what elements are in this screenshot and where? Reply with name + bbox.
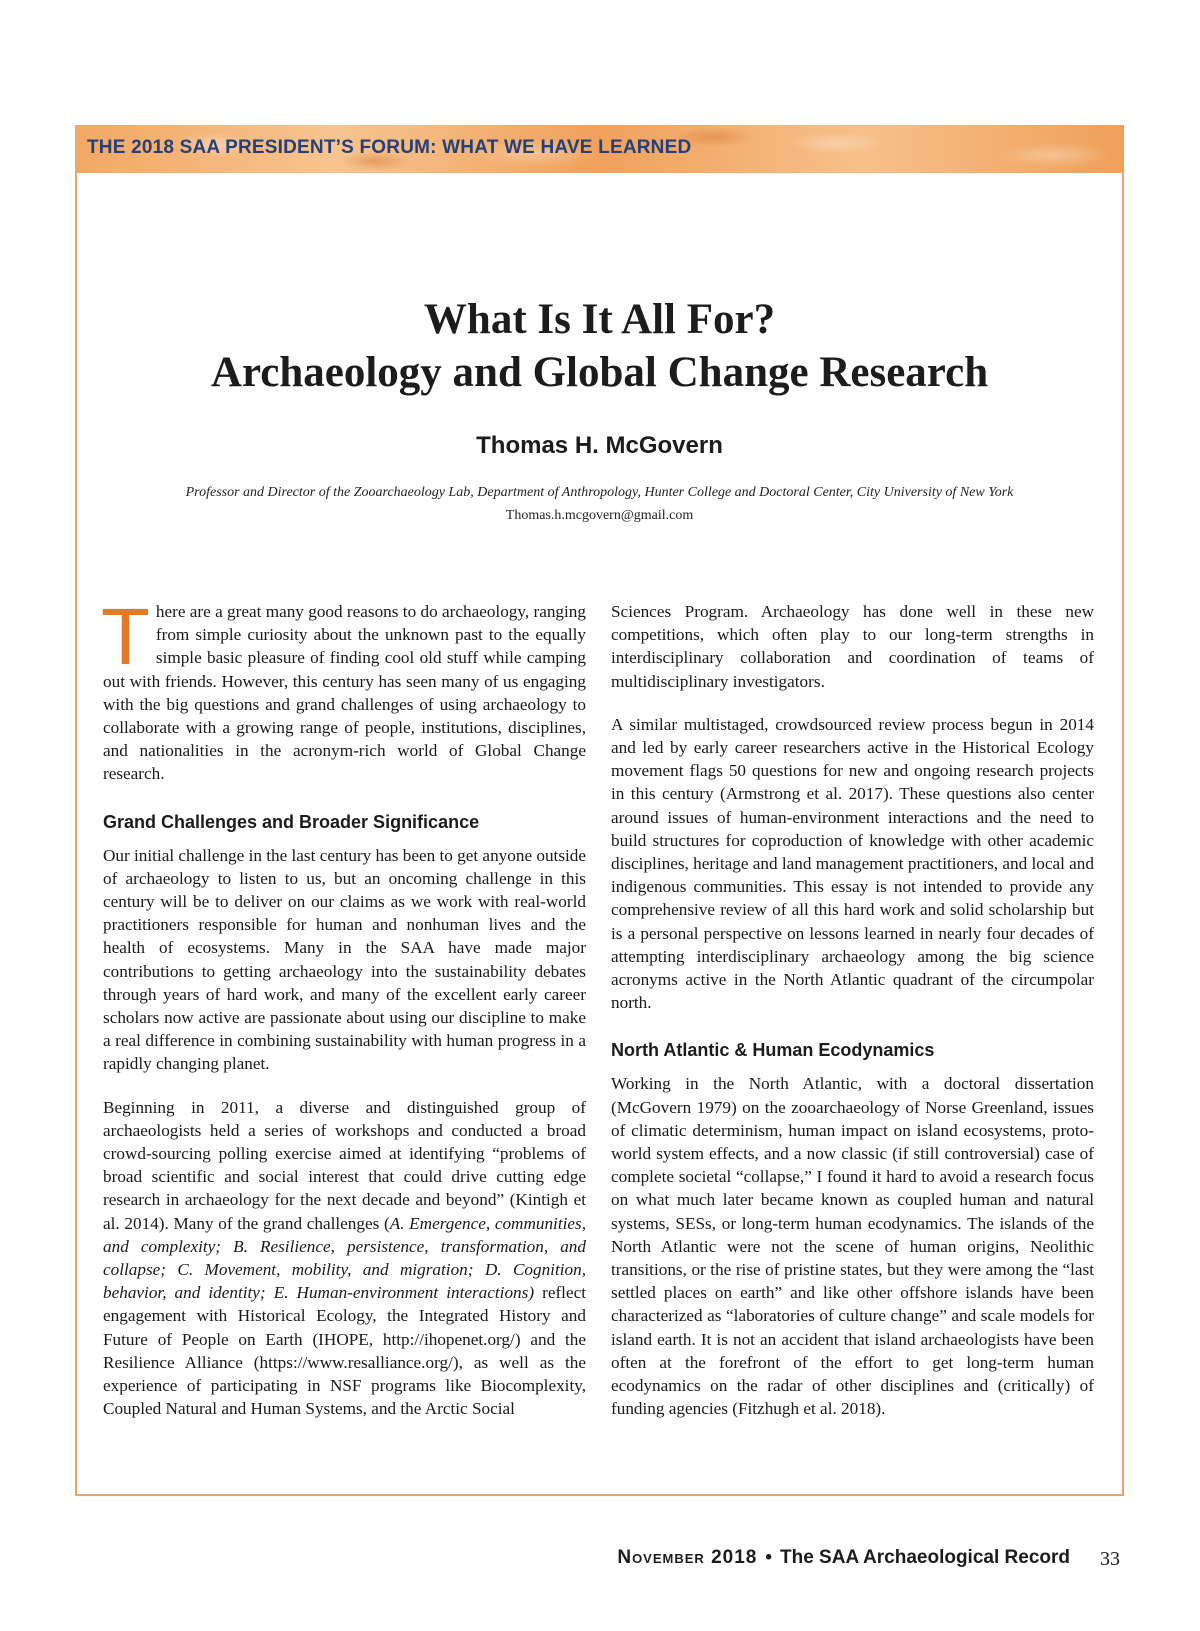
paragraph-challenge: Our initial challenge in the last century has been to get anyone outside of archaeology to listen to us, but an oncoming challenge in this century will be to deliver on our claims as we work with real-world practitioners responsible for human and nonhuman lives and the health of ecosystems. Many in the SAA have made major contributions to getting archaeology into the sustainability debates through years of hard work, and many of the excellent early career scholars now active are passionate about using our discipline to make a real difference in combining sustainability with human progress in a rapidly changing planet. xyxy=(103,845,587,1074)
author-name: Thomas H. McGovern xyxy=(476,432,723,459)
intro-text: here are a great many good reasons to do archaeology, ranging from simple curiosity about the unknown past to the equally simple basic pleasure of finding cool old stuff while camping out with friends. However, this century has seen many of us engaging with the big questions and grand challenges of using archaeology to collaborate with a growing range of people, institutions, disciplines, and nationalities in the acronym-rich world of Global Change research. xyxy=(103,602,586,784)
paragraph-text: reflect engagement with Historical Ecology, the Integrated History and Future of People on Earth (IHOPE, http://ihopenet.org/) and the Resilience Alliance (https://www.resalliance.org/), as well as the experience of participating in NSF programs like Biocomplexity, Coupled Natural and Human Systems, and the Arctic Social xyxy=(103,1283,586,1419)
footer-journal-name: The SAA Archaeological Record xyxy=(780,1547,1070,1568)
paragraph-text: Beginning in 2011, a diverse and distinguished group of archaeologists held a series of workshops and conducted a broad crowd-sourcing polling exercise aimed at identifying “problems of broad scientific and social interest that could drive cutting edge research in archaeology for the next decade and beyond” (Kintigh et al. 2014). Many of the grand challenges ( xyxy=(103,1097,586,1233)
author-affiliation: Professor and Director of the Zooarchaeology Lab, Department of Anthropology, Hunter College and Doctoral Center, City University of New York xyxy=(185,485,1014,500)
banner-text: THE 2018 SAA PRESIDENT’S FORUM: WHAT WE HAVE LEARNED xyxy=(87,137,692,158)
footer-bullet: • xyxy=(765,1547,772,1568)
paragraph-multistaged-review: A similar multistaged, crowdsourced review process begun in 2014 and led by early career researchers active in the Historical Ecology movement flags 50 questions for new and ongoing research projects in this century (Armstrong et al. 2017). These questions also center around issues of human-environment interactions and the need to build structures for coproduction of knowledge with other academic disciplines, heritage and land management practitioners, and local and indigenous communities. This essay is not intended to provide any comprehensive review of all this hard work and solid scholarship but is a personal perspective on lessons learned in nearly four decades of attempting interdisciplinary archaeology among the big science acronyms active in the North Atlantic quadrant of the circumpolar north. xyxy=(611,714,1094,1013)
footer-issue-date: November 2018 xyxy=(617,1547,758,1568)
running-footer xyxy=(600,1547,1070,1569)
article-title-line2: Archaeology and Global Change Research xyxy=(210,349,989,396)
intro-paragraph xyxy=(101,592,586,786)
section-heading-grand-challenges: Grand Challenges and Broader Significance xyxy=(103,811,480,832)
grand-challenges-list: A. Emergence, communities, and complexity; B. Resilience, persistence, transformation, and collapse; C. Movement, mobility, and migration; D. Cognition, behavior, and identity; E. Human-environment interactions) xyxy=(103,1213,587,1303)
right-column xyxy=(611,600,1094,1441)
section-heading-north-atlantic: North Atlantic & Human Ecodynamics xyxy=(611,1040,935,1061)
section-banner xyxy=(75,125,1124,173)
drop-cap: T xyxy=(101,592,150,681)
left-column xyxy=(101,592,587,1441)
author-email[interactable]: Thomas.h.mcgovern@gmail.com xyxy=(505,508,694,523)
paragraph-sciences-program: Sciences Program. Archaeology has done well in these new competitions, which often play to our long-term strengths in interdisciplinary collaboration and coordination of teams of multidisciplinary investigators. xyxy=(611,602,1094,691)
paragraph-beginning-2011 xyxy=(103,1096,586,1421)
page-number: 33 xyxy=(1100,1548,1120,1570)
article-title-line1: What Is It All For? xyxy=(423,296,776,343)
paragraph-north-atlantic: Working in the North Atlantic, with a doctoral dissertation (McGovern 1979) on the zooarchaeology of Norse Greenland, issues of climatic determinism, human impact on island ecosystems, proto-world system effects, and a now classic (if still controversial) case of complete societal “collapse,” I found it hard to avoid a research focus on what much later became known as coupled human and natural systems, SESs, or long-term human ecodynamics. The islands of the North Atlantic were not the scene of human origins, Neolithic transitions, or the rise of pristine states, but they were among the “last settled places on earth” and like other offshore islands have been characterized as “laboratories of culture change” and scale models for island earth. It is not an accident that island archaeologists have been often at the forefront of the effort to get long-term human ecodynamics on the radar of other disciplines and (critically) of funding agencies (Fitzhugh et al. 2018). xyxy=(611,1074,1094,1419)
